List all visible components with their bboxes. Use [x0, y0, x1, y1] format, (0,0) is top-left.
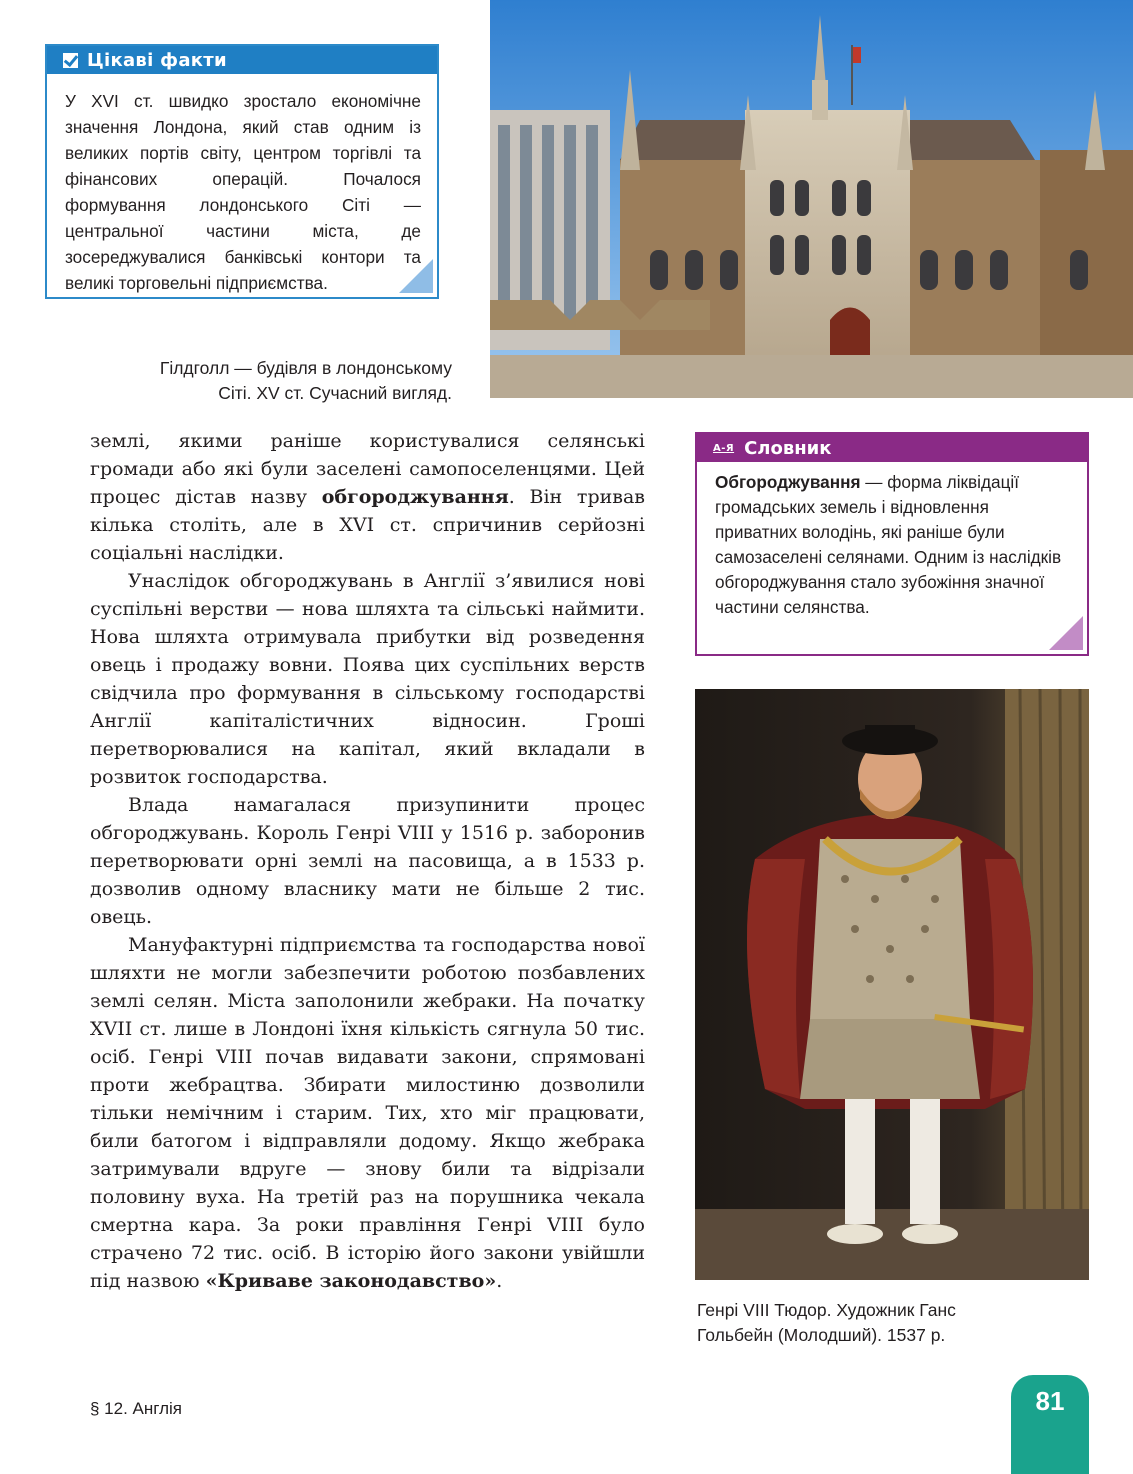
facts-text: У XVI ст. швидко зростало економічне значення Лондона, який став одним із великих портів світу, центром торгівлі та фінансових операцій. Почалося формування лондонського Сіті — центральної частини міста, де зосереджувалися банківські контори та великі торговельні підприємства.	[65, 91, 421, 293]
bloody-legislation-term: «Криваве законодавство»	[205, 1270, 497, 1292]
portrait-caption: Генрі VIII Тюдор. Художник Ганс Гольбейн (Молодший). 1537 р.	[697, 1300, 956, 1345]
henry-viii-portrait	[695, 689, 1089, 1280]
paragraph-3: Влада намагалася призупинити процес обгороджувань. Король Генрі VIII у 1516 р. заборонив перетворювати орні землі на пасовища, а в 1533 р. дозволив одному власнику мати не більше 2 тис. овець.	[90, 794, 645, 928]
page-number: 81	[1011, 1375, 1089, 1474]
paragraph-2: Унаслідок обгороджувань в Англії з’явилися нові суспільні верстви — нова шляхта та сільські наймити. Нова шляхта отримувала прибутки від розведення овець і продажу вовни. Поява цих суспільних верств свідчила про формування в сільському господарстві Англії капіталістичних відносин. Гроші перетворювалися на капітал, який вкладали в розвиток господарства.	[90, 570, 645, 788]
corner-decoration	[399, 259, 433, 293]
main-text	[90, 427, 645, 1295]
paragraph-4: Мануфактурні підприємства та господарства нової шляхти не могли забезпечити роботою позбавлених землі селян. Міста заполонили жебраки. На початку XVII ст. лише в Лондоні їхня кількість сягнула 50 тис. осіб. Генрі VIII почав видавати закони, спрямовані проти жебрацтва. Збирати милостиню дозволили тільки немічним і старим. Тих, хто міг працювати, били батогом і відправляли додому. Якщо жебрака затримували вдруге — знову били та відрізали половину вуха. На третій раз на порушника чекала смертна кара. За роки правління Генрі VIII було страчено 72 тис. осіб. В історію його закони увійшли під назвою «Криваве законодавство».	[90, 934, 645, 1292]
facts-title: Цікаві факти	[87, 49, 227, 71]
dictionary-header	[697, 434, 1087, 462]
section-footer: § 12. Англія	[90, 1399, 182, 1418]
guildhall-caption: Гілдголл — будівля в лондонському Сіті. XV ст. Сучасний вигляд.	[159, 358, 452, 403]
dictionary-text: Обгороджування — форма ліквідації громадських земель і відновлення приватних володінь, які раніше були самозаселені селянами. Одним із наслідків обгороджування стало зубожіння значної частини селянства.	[715, 472, 1062, 617]
term-highlight: обгороджування	[321, 486, 509, 508]
dictionary-icon: А-Я	[713, 442, 735, 454]
paragraph-1: землі, якими раніше користувалися селянські громади або які були заселені самопоселенцями. Цей процес дістав назву обгороджування. Він тривав кілька століть, але в XVI ст. спричинив серйозні соціальні наслідки.	[90, 430, 645, 564]
corner-decoration	[1049, 616, 1083, 650]
facts-header	[47, 46, 437, 74]
checkbox-icon	[63, 53, 78, 68]
facts-box	[45, 44, 439, 299]
dictionary-box	[695, 432, 1089, 656]
guildhall-photo	[490, 0, 1133, 398]
dictionary-title: Словник	[744, 437, 832, 459]
dictionary-term: Обгороджування	[715, 472, 861, 492]
